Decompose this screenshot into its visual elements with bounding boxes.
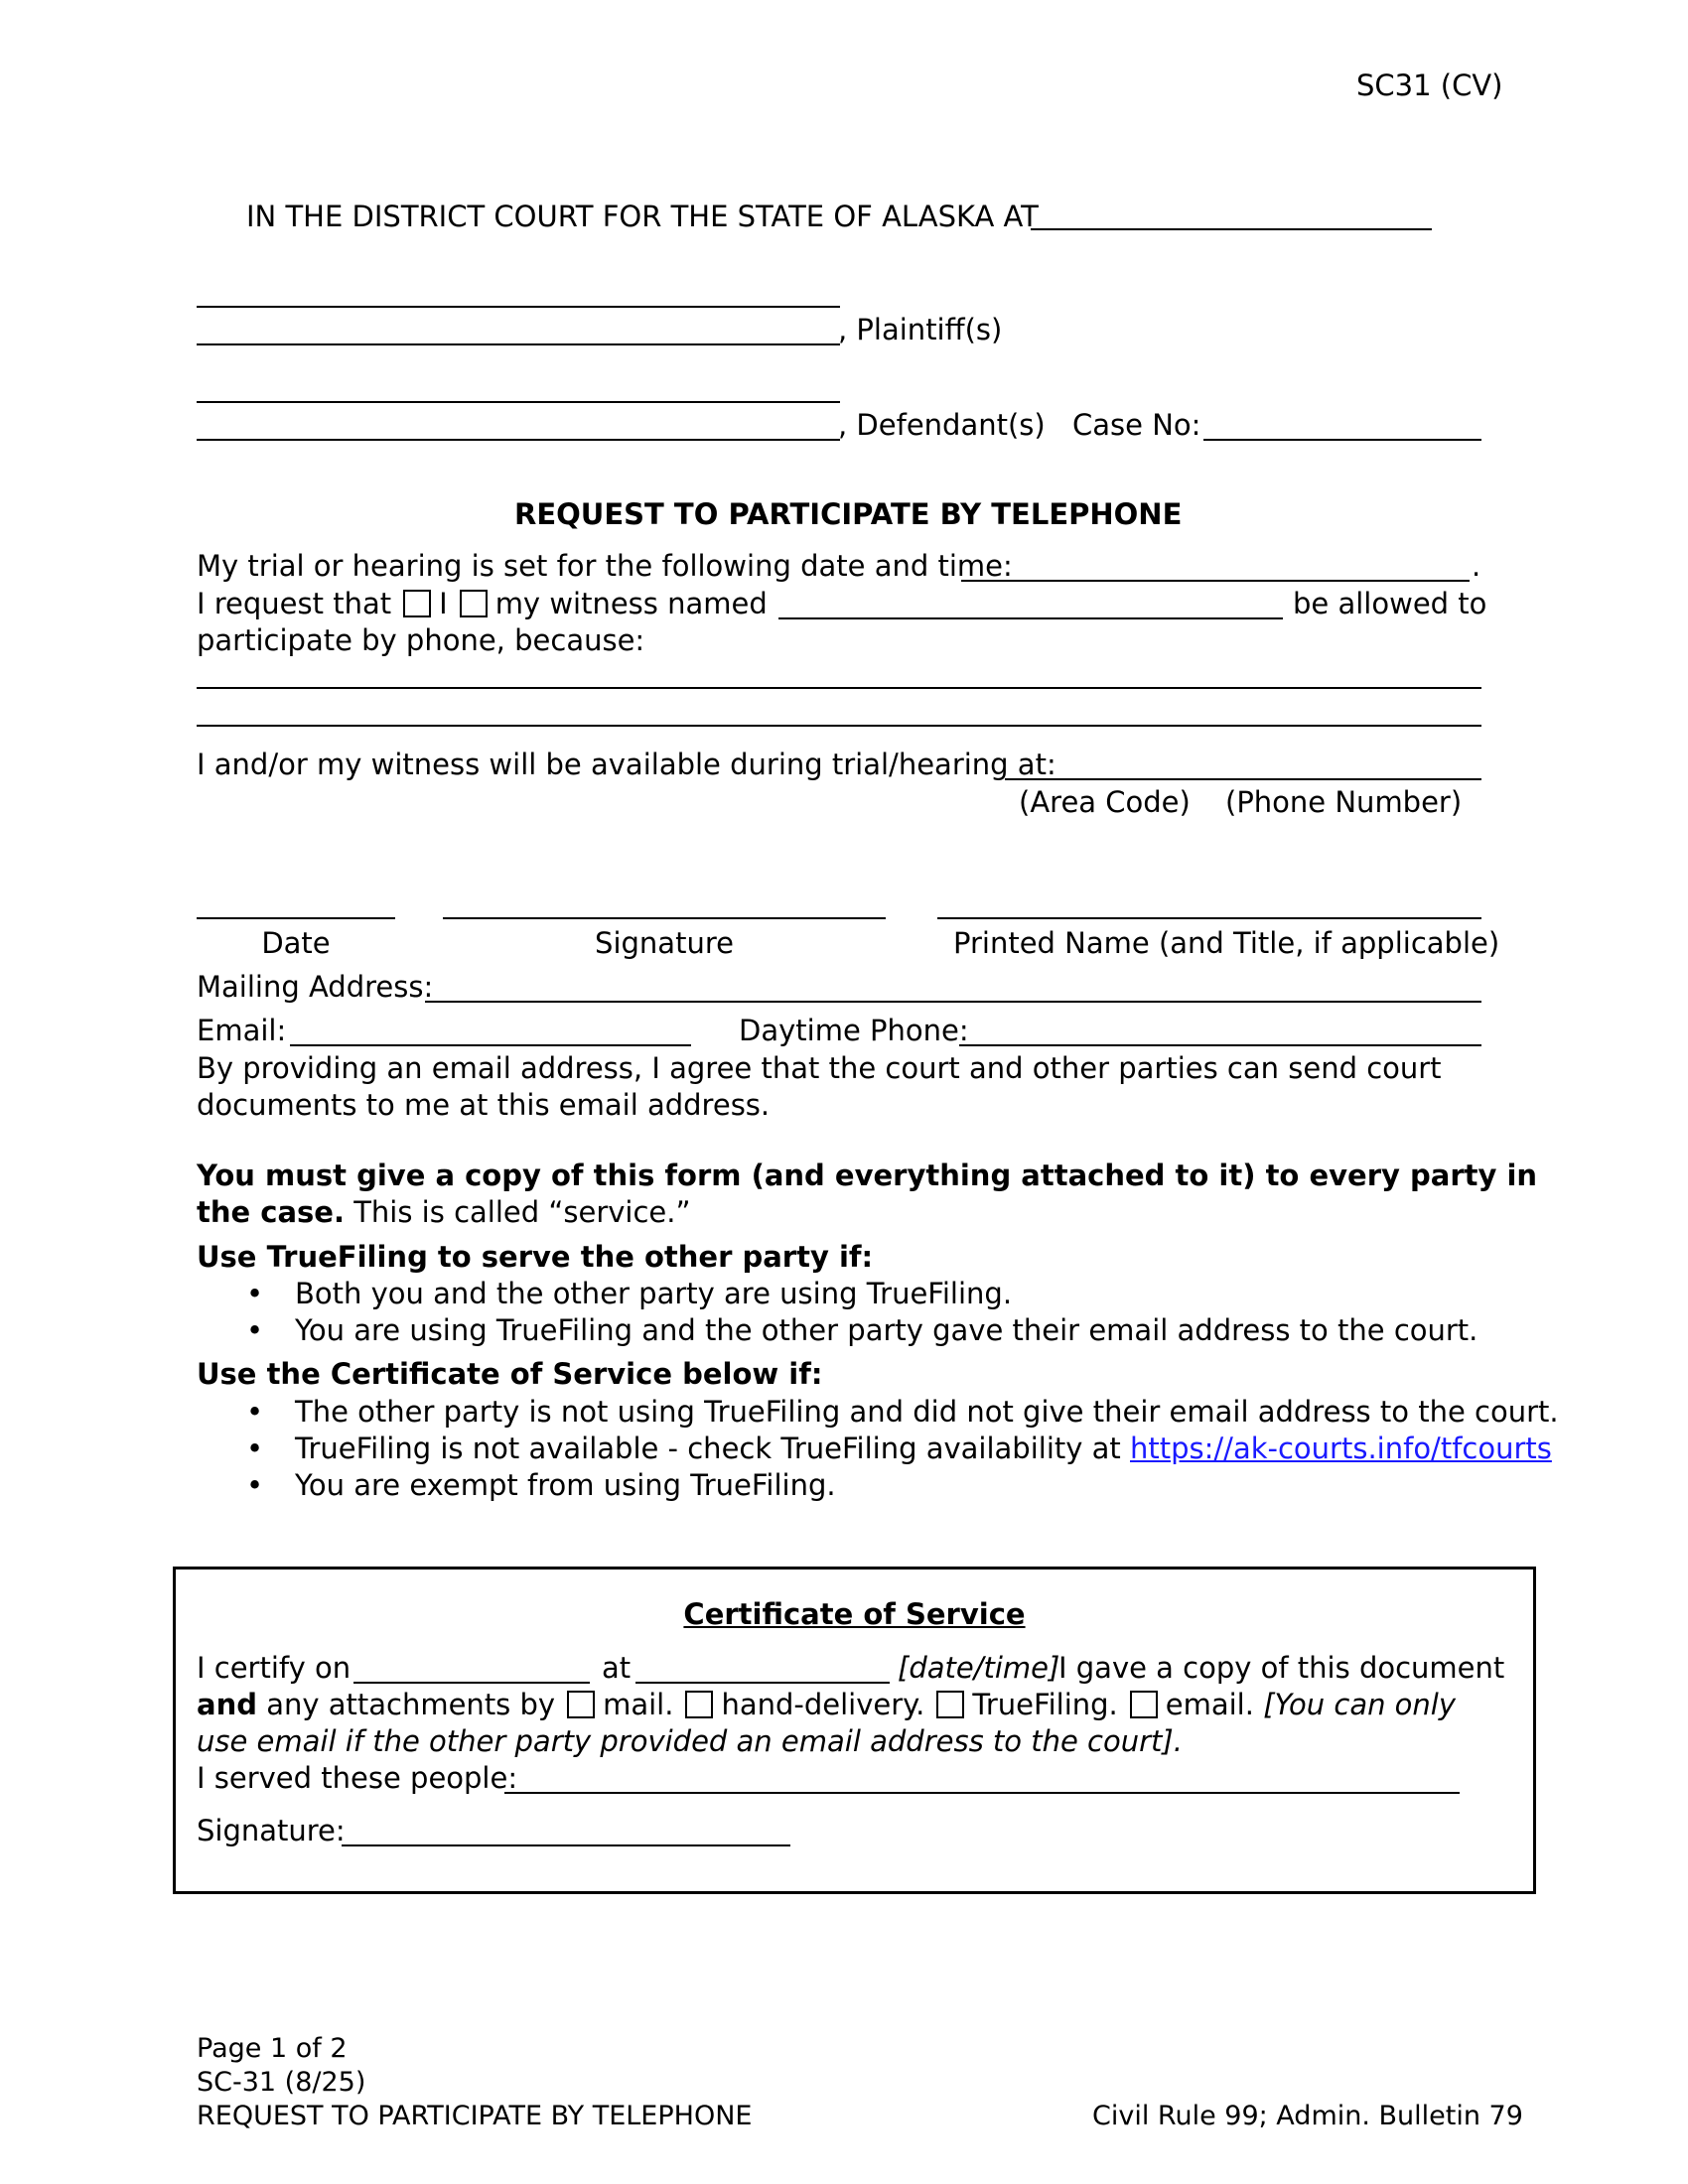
- truefiling-bullet-2: [246, 1312, 263, 1348]
- bullet-icon: •: [246, 1432, 264, 1465]
- gave-copy-label: I gave a copy of this document: [1058, 1651, 1505, 1685]
- cert-item-3: You are exempt from using TrueFiling.: [295, 1468, 836, 1502]
- phone-number-label: (Phone Number): [1225, 785, 1463, 819]
- service-instruction-line-2: [197, 1194, 691, 1230]
- signature-field[interactable]: [443, 917, 886, 919]
- reason-field-1[interactable]: [197, 687, 1481, 689]
- footer-rule: Civil Rule 99; Admin. Bulletin 79: [1092, 2101, 1523, 2131]
- trial-date-label: My trial or hearing is set for the following date and time:: [197, 549, 1013, 583]
- hand-delivery-checkbox[interactable]: [685, 1691, 713, 1718]
- email-checkbox[interactable]: [1130, 1691, 1158, 1718]
- served-people-field[interactable]: [504, 1792, 1460, 1794]
- case-no-field[interactable]: [1203, 439, 1481, 441]
- truefiling-item-2: You are using TrueFiling and the other party gave their email address to the court.: [295, 1313, 1478, 1347]
- mailing-address-field[interactable]: [425, 1001, 1481, 1003]
- court-location-field[interactable]: [1031, 228, 1432, 230]
- defendant-name-field-1[interactable]: [197, 401, 840, 403]
- cert-bullet-1: [246, 1394, 263, 1430]
- the-case-text: the case.: [197, 1195, 345, 1229]
- witness-named-label: my witness named: [494, 587, 768, 620]
- certificate-signature-field[interactable]: [342, 1844, 790, 1846]
- form-code: SC31 (CV): [1356, 68, 1503, 102]
- daytime-phone-label: Daytime Phone:: [739, 1014, 969, 1047]
- email-label: Email:: [197, 1014, 287, 1047]
- footer-page: Page 1 of 2: [197, 2033, 348, 2064]
- email-note-end: use email if the other party provided an email address to the court].: [197, 1724, 1183, 1758]
- date-label: Date: [261, 926, 331, 960]
- witness-checkbox[interactable]: [460, 590, 488, 617]
- truefiling-bullet-1: [246, 1276, 263, 1311]
- plaintiff-label: , Plaintiff(s): [838, 313, 1003, 346]
- bullet-icon: •: [246, 1395, 264, 1429]
- hand-delivery-label: hand-delivery.: [721, 1688, 925, 1721]
- date-time-note: [date/time]: [898, 1651, 1060, 1685]
- cert-item-1: The other party is not using TrueFiling and did not give their email address to the court.: [295, 1395, 1559, 1429]
- attachments-by-label: any attachments by: [266, 1688, 556, 1721]
- mail-label: mail.: [603, 1688, 674, 1721]
- printed-name-field[interactable]: [937, 917, 1481, 919]
- cert-bullet-3: [246, 1467, 263, 1503]
- trial-date-period: .: [1472, 549, 1481, 583]
- daytime-phone-field[interactable]: [959, 1044, 1481, 1046]
- date-field[interactable]: [197, 917, 395, 919]
- truefiling-checkbox[interactable]: [936, 1691, 964, 1718]
- because-label: participate by phone, because:: [197, 623, 645, 657]
- served-people-label: I served these people:: [197, 1761, 518, 1795]
- bullet-icon: •: [246, 1313, 264, 1347]
- signature-label: Signature: [595, 926, 734, 960]
- self-checkbox[interactable]: [403, 590, 431, 617]
- mail-checkbox[interactable]: [567, 1691, 595, 1718]
- certificate-title: Certificate of Service: [683, 1597, 1026, 1631]
- request-line: [197, 586, 768, 621]
- email-consent-line-2: documents to me at this email address.: [197, 1088, 771, 1122]
- mailing-address-label: Mailing Address:: [197, 970, 434, 1004]
- availability-phone-field[interactable]: [1005, 778, 1481, 780]
- truefiling-link[interactable]: https://ak-courts.info/tfcourts: [1130, 1432, 1552, 1465]
- printed-name-label: Printed Name (and Title, if applicable): [953, 926, 1500, 960]
- service-instruction-line-1: You must give a copy of this form (and everything attached to it) to every party in: [197, 1159, 1538, 1192]
- form-title: REQUEST TO PARTICIPATE BY TELEPHONE: [514, 497, 1183, 531]
- email-consent-line-1: By providing an email address, I agree that the court and other parties can send court: [197, 1051, 1442, 1085]
- footer-title: REQUEST TO PARTICIPATE BY TELEPHONE: [197, 2101, 753, 2131]
- allowed-to-label: be allowed to: [1293, 587, 1487, 620]
- truefiling-label: TrueFiling.: [972, 1688, 1118, 1721]
- request-that-label: I request that: [197, 587, 392, 620]
- witness-name-field[interactable]: [778, 617, 1283, 619]
- truefiling-heading: Use TrueFiling to serve the other party if:: [197, 1240, 874, 1274]
- bullet-icon: •: [246, 1468, 264, 1502]
- court-heading: IN THE DISTRICT COURT FOR THE STATE OF ALASKA AT: [246, 200, 1039, 233]
- footer-code: SC-31 (8/25): [197, 2067, 366, 2098]
- plaintiff-name-field-1[interactable]: [197, 306, 840, 308]
- cert-bullet-2: [246, 1431, 263, 1466]
- cert-item-2-text: TrueFiling is not available - check TrueFiling availability at: [295, 1432, 1121, 1465]
- case-no-label: Case No:: [1072, 408, 1201, 442]
- availability-label: I and/or my witness will be available during trial/hearing at:: [197, 748, 1056, 781]
- bullet-icon: •: [246, 1277, 264, 1310]
- email-field[interactable]: [290, 1044, 691, 1046]
- trial-date-field[interactable]: [961, 580, 1470, 582]
- certify-at-label: at: [602, 1651, 632, 1685]
- defendant-label: , Defendant(s): [838, 408, 1046, 442]
- email-note-start: [You can only: [1263, 1688, 1457, 1721]
- plaintiff-name-field-2[interactable]: [197, 343, 840, 345]
- truefiling-item-1: Both you and the other party are using TrueFiling.: [295, 1277, 1013, 1310]
- service-method-line: [197, 1687, 1456, 1722]
- defendant-name-field-2[interactable]: [197, 439, 840, 441]
- certify-date-field[interactable]: [353, 1682, 590, 1684]
- certificate-heading: Use the Certificate of Service below if:: [197, 1357, 823, 1391]
- cert-item-2: [295, 1431, 1552, 1466]
- service-definition-text: This is called “service.”: [353, 1195, 691, 1229]
- and-label: and: [197, 1688, 257, 1721]
- reason-field-2[interactable]: [197, 725, 1481, 727]
- area-code-label: (Area Code): [1019, 785, 1191, 819]
- email-method-label: email.: [1165, 1688, 1254, 1721]
- certificate-signature-label: Signature:: [197, 1814, 346, 1847]
- certify-time-field[interactable]: [635, 1682, 890, 1684]
- self-label: I: [439, 587, 448, 620]
- certify-on-label: I certify on: [197, 1651, 352, 1685]
